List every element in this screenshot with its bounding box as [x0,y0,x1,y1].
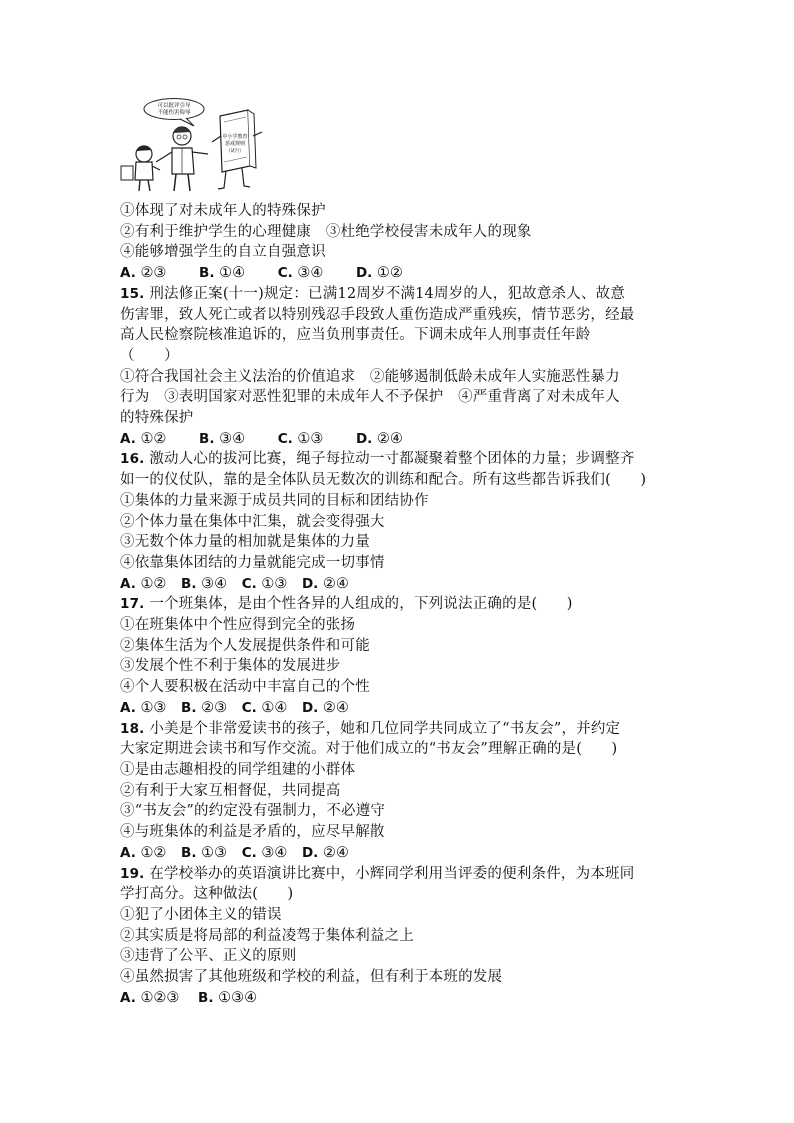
answer-label: A. [120,430,136,447]
question-16 [120,449,690,594]
option-line: 的特殊保护 [120,410,194,427]
answer-value: ①② [376,265,403,282]
answer-value: ①② [140,575,167,592]
stem-text: 在学校举办的英语演讲比赛中，小辉同学利用当评委的便利条件，为本班同 [149,865,635,882]
option-line: ①符合我国社会主义法治的价值追求 ②能够遏制低龄未成年人实施恶性暴力 [120,368,620,385]
cartoon-illustration [116,96,271,194]
bubble-line-1: 可以批评引导 [157,103,191,109]
option-line: 行为 ③表明国家对恶性犯罪的未成年人不予保护 ④严重背离了对未成年人 [120,389,620,406]
answer-choices [120,843,690,864]
option-line: ④依靠集体团结的力量就能完成一切事情 [120,554,385,571]
answer-label: A. [120,989,136,1006]
answer-label: C. [241,844,257,861]
answer-label: B. [198,989,214,1006]
stem-text: 刑法修正案(十一)规定：已满12周岁不满14周岁的人，犯故意杀人、故意 [149,285,626,302]
answer-value: ③④ [297,265,324,282]
stem-text: 伤害罪，致人死亡或者以特别残忍手段致人重伤造成严重残疾，情节恶劣，经最 [120,306,635,323]
option-line: ③无数个体力量的相加就是集体的力量 [120,534,370,551]
student-figure [121,146,160,191]
answer-label: B. [181,699,197,716]
stem-text: 小美是个非常爱读书的孩子，她和几位同学共同成立了“书友会”，并约定 [149,720,621,737]
answer-choices [120,988,690,1009]
answer-choices [120,263,690,284]
stem-text: 学打高分。这种做法( ) [120,886,294,903]
answer-value: ③④ [261,844,288,861]
answer-value: ①③ [261,575,288,592]
answer-value: ①④ [219,265,246,282]
answer-label: B. [199,430,215,447]
answer-choices [120,698,690,719]
answer-label: C. [241,699,257,716]
answer-value: ①② [140,844,167,861]
answer-value: ②③ [201,699,228,716]
answer-label: A. [120,265,136,282]
option-line: ①犯了小团体主义的错误 [120,906,282,923]
answer-label: D. [355,265,373,282]
option-line: ①在班集体中个性应得到完全的张扬 [120,617,356,634]
stem-text: 激动人心的拔河比赛，绳子每拉动一寸都凝聚着整个团体的力量；步调整齐 [149,451,635,468]
question-17 [120,594,690,718]
answer-value: ③④ [201,575,228,592]
answer-value: ①②③ [140,989,180,1006]
answer-value: ②④ [322,699,349,716]
option-line: ③发展个性不利于集体的发展进步 [120,658,341,675]
option-line: ①体现了对未成年人的特殊保护 [120,203,326,219]
book-title-1: 中小学教育 [222,134,248,140]
option-line: ③违背了公平、正义的原则 [120,948,297,965]
answer-label: C. [241,575,257,592]
answer-label: A. [120,575,136,592]
answer-choices [120,429,690,450]
answer-value: ①③ [201,844,228,861]
exam-content [120,201,690,1008]
answer-label: B. [181,844,197,861]
answer-label: D. [301,575,319,592]
answer-value: ②④ [322,844,349,861]
option-line: ③“书友会”的约定没有强制力，不必遵守 [120,803,386,820]
option-line: ④与班集体的利益是矛盾的，应尽早解散 [120,824,385,841]
stem-text: 高人民检察院核准追诉的，应当负刑事责任。下调未成年人刑事责任年龄 [120,327,591,344]
answer-value: ①③④ [218,989,258,1006]
answer-label: B. [199,265,215,282]
answer-label: D. [355,430,373,447]
answer-label: D. [301,844,319,861]
answer-blank: （ ） [120,347,179,364]
book-title-2: 惩戒规则 [224,141,246,147]
option-line: ②有利于维护学生的心理健康 ③杜绝学校侵害未成年人的现象 [120,223,532,240]
question-stem [120,864,690,885]
answer-label: A. [120,844,136,861]
answer-value: ①② [140,430,167,447]
option-line: ④能够增强学生的自立自强意识 [120,244,326,261]
question-number: 19. [120,865,145,882]
answer-value: ②③ [140,265,167,282]
stem-text: 一个班集体，是由个性各异的人组成的，下列说法正确的是( ) [149,596,573,613]
question-number: 17. [120,596,145,613]
question-stem [120,719,690,740]
answer-label: B. [181,575,197,592]
book-title-3: （试行） [226,149,244,154]
option-line: ②有利于大家互相督促，共同提高 [120,782,341,799]
option-line: ①是由志趣相投的同学组建的小群体 [120,761,356,778]
bubble-line-2: 不能伤害侮辱 [157,110,191,116]
answer-value: ②④ [322,575,349,592]
question-18 [120,719,690,864]
question-stem [120,449,690,470]
question-19 [120,864,690,1009]
question-number: 18. [120,720,145,737]
question-14-options [120,201,690,284]
option-line: ①集体的力量来源于成员共同的目标和团结协作 [120,492,429,509]
answer-value: ①③ [140,699,167,716]
question-number: 16. [120,451,145,468]
answer-value: ①③ [297,430,324,447]
question-15 [120,284,690,450]
stem-text: 大家定期进会读书和写作交流。对于他们成立的“书友会”理解正确的是( ) [120,741,618,758]
book-character [212,110,262,189]
option-line: ②个体力量在集体中汇集，就会变得强大 [120,513,385,530]
teacher-figure [156,127,208,191]
question-number: 15. [120,285,145,302]
option-line: ④虽然损害了其他班级和学校的利益，但有利于本班的发展 [120,969,503,986]
question-stem [120,284,690,305]
option-line: ④个人要积极在活动中丰富自己的个性 [120,679,370,696]
answer-value: ①④ [261,699,288,716]
speech-bubble [144,99,204,127]
answer-value: ③④ [219,430,246,447]
answer-label: A. [120,699,136,716]
answer-choices [120,574,690,595]
option-line: ②其实质是将局部的利益凌驾于集体利益之上 [120,927,414,944]
option-line: ②集体生活为个人发展提供条件和可能 [120,637,370,654]
answer-label: C. [277,265,293,282]
answer-value: ②④ [376,430,403,447]
stem-text: 如一的仪仗队，靠的是全体队员无数次的训练和配合。所有这些都告诉我们( ) [120,472,647,489]
question-stem [120,594,690,615]
answer-label: C. [277,430,293,447]
answer-label: D. [301,699,319,716]
